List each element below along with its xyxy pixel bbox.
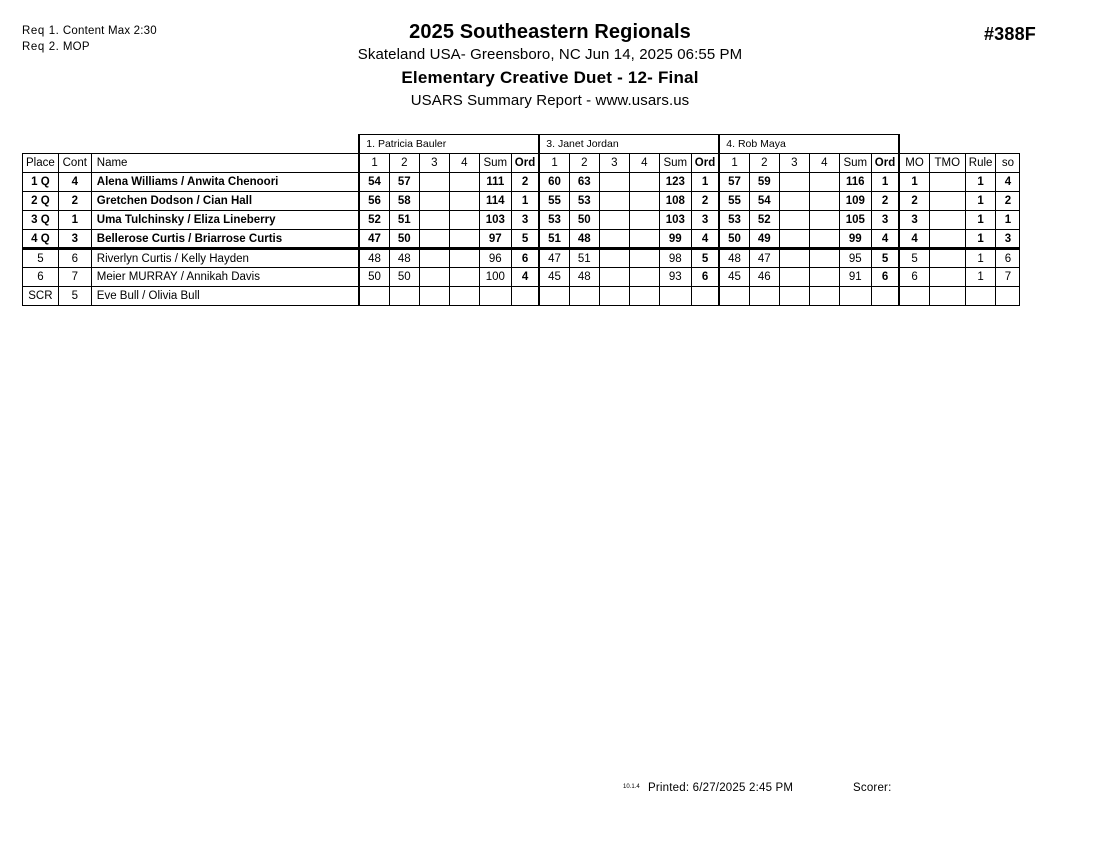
cell-so: 3	[996, 230, 1020, 249]
event-class: Elementary Creative Duet - 12- Final	[401, 68, 699, 87]
col-j1-score-2: 2	[389, 154, 419, 173]
spacer-cell	[996, 135, 1020, 154]
cell-j2-sum: 93	[659, 268, 691, 287]
cell-tmo	[929, 230, 965, 249]
cell-place: 3 Q	[23, 211, 59, 230]
cell-place: 1 Q	[23, 173, 59, 192]
cell-j1-ord: 2	[511, 173, 539, 192]
cell-j3-score-2: 54	[749, 192, 779, 211]
cell-j3-score-3	[779, 268, 809, 287]
cell-name: Gretchen Dodson / Cian Hall	[91, 192, 359, 211]
cell-j2-score-3	[599, 192, 629, 211]
col-j2-score-3: 3	[599, 154, 629, 173]
cell-j2-score-3	[599, 230, 629, 249]
cell-j3-score-3	[779, 230, 809, 249]
cell-j2-score-2: 50	[569, 211, 599, 230]
cell-j2-sum: 108	[659, 192, 691, 211]
cell-j3-sum: 91	[839, 268, 871, 287]
spacer-cell	[91, 135, 359, 154]
cell-j1-score-3	[419, 211, 449, 230]
cell-j2-score-2	[569, 287, 599, 306]
cell-name: Uma Tulchinsky / Eliza Lineberry	[91, 211, 359, 230]
cell-j1-score-3	[419, 173, 449, 192]
cell-j2-score-2: 63	[569, 173, 599, 192]
judge-header-row	[23, 135, 1020, 154]
cell-j3-ord: 6	[871, 268, 899, 287]
cell-j1-sum: 103	[479, 211, 511, 230]
cell-j2-score-2: 53	[569, 192, 599, 211]
cell-j3-score-2: 46	[749, 268, 779, 287]
cell-so: 4	[996, 173, 1020, 192]
col-j1-score-3: 3	[419, 154, 449, 173]
cell-j1-ord: 5	[511, 230, 539, 249]
cell-place: 5	[23, 249, 59, 268]
col-j3-ord: Ord	[871, 154, 899, 173]
cell-cont: 5	[58, 287, 91, 306]
cell-j1-sum	[479, 287, 511, 306]
cell-mo: 4	[899, 230, 929, 249]
cell-j1-ord	[511, 287, 539, 306]
cell-j2-score-3	[599, 268, 629, 287]
cell-j1-score-1: 52	[359, 211, 389, 230]
cell-j2-ord: 1	[691, 173, 719, 192]
cell-j3-score-4	[809, 192, 839, 211]
column-header-row	[23, 154, 1020, 173]
table-row[interactable]	[23, 249, 1020, 268]
col-j3-score-2: 2	[749, 154, 779, 173]
table-row[interactable]	[23, 192, 1020, 211]
header-block	[0, 20, 1100, 112]
cell-j3-sum: 116	[839, 173, 871, 192]
cell-j2-ord: 4	[691, 230, 719, 249]
cell-j2-score-4	[629, 211, 659, 230]
cell-mo: 6	[899, 268, 929, 287]
cell-rule: 1	[965, 268, 996, 287]
cell-mo: 2	[899, 192, 929, 211]
col-j1-score-1: 1	[359, 154, 389, 173]
printed-text: Printed: 6/27/2025 2:45 PM	[648, 782, 794, 794]
col-j2-score-4: 4	[629, 154, 659, 173]
col-j3-score-3: 3	[779, 154, 809, 173]
cell-j1-score-4	[449, 268, 479, 287]
cell-cont: 7	[58, 268, 91, 287]
cell-j1-score-4	[449, 287, 479, 306]
cell-j3-score-4	[809, 249, 839, 268]
cell-j1-ord: 1	[511, 192, 539, 211]
requirement-text: MOP	[62, 41, 90, 53]
spacer-cell	[965, 135, 996, 154]
cell-j1-score-1: 54	[359, 173, 389, 192]
cell-j1-score-1: 56	[359, 192, 389, 211]
cell-cont: 3	[58, 230, 91, 249]
judge-3-header: 4. Rob Maya	[719, 135, 899, 154]
cell-j1-score-2: 48	[389, 249, 419, 268]
cell-place: 2 Q	[23, 192, 59, 211]
cell-j2-score-1: 53	[539, 211, 569, 230]
cell-j1-score-2	[389, 287, 419, 306]
cell-j1-score-2: 50	[389, 268, 419, 287]
col-so: so	[996, 154, 1020, 173]
cell-cont: 4	[58, 173, 91, 192]
cell-j3-sum	[839, 287, 871, 306]
cell-rule: 1	[965, 173, 996, 192]
cell-j2-score-4	[629, 230, 659, 249]
table-row[interactable]	[23, 230, 1020, 249]
cell-j3-score-3	[779, 192, 809, 211]
cell-j2-ord: 2	[691, 192, 719, 211]
cell-j3-score-1: 53	[719, 211, 749, 230]
cell-j2-score-4	[629, 192, 659, 211]
cell-j3-ord	[871, 287, 899, 306]
cell-j1-score-2: 50	[389, 230, 419, 249]
cell-j3-score-4	[809, 230, 839, 249]
judge-1-header: 1. Patricia Bauler	[359, 135, 539, 154]
cell-j3-score-2: 52	[749, 211, 779, 230]
requirement-label: Req 1.	[22, 25, 60, 37]
cell-j1-sum: 114	[479, 192, 511, 211]
venue-line: Skateland USA- Greensboro, NC Jun 14, 2025 06:55 PM	[357, 46, 743, 63]
cell-rule: 1	[965, 211, 996, 230]
cell-j1-sum: 111	[479, 173, 511, 192]
cell-place: 6	[23, 268, 59, 287]
cell-j3-score-4	[809, 287, 839, 306]
cell-j1-score-3	[419, 249, 449, 268]
cell-cont: 2	[58, 192, 91, 211]
col-mo: MO	[899, 154, 929, 173]
col-j3-score-1: 1	[719, 154, 749, 173]
spacer-cell	[58, 135, 91, 154]
cell-j2-score-3	[599, 249, 629, 268]
event-id: #388F	[983, 24, 1036, 44]
cell-j3-score-4	[809, 268, 839, 287]
cell-j2-score-4	[629, 173, 659, 192]
cell-j1-score-3	[419, 287, 449, 306]
cell-mo	[899, 287, 929, 306]
cell-j1-score-4	[449, 230, 479, 249]
cell-so: 2	[996, 192, 1020, 211]
cell-j3-score-2: 59	[749, 173, 779, 192]
cell-j3-score-1: 55	[719, 192, 749, 211]
cell-j2-ord	[691, 287, 719, 306]
cell-j2-score-2: 51	[569, 249, 599, 268]
cell-tmo	[929, 211, 965, 230]
cell-j2-score-4	[629, 268, 659, 287]
cell-rule: 1	[965, 192, 996, 211]
cell-j3-score-1: 48	[719, 249, 749, 268]
cell-j1-score-2: 57	[389, 173, 419, 192]
col-j1-score-4: 4	[449, 154, 479, 173]
cell-tmo	[929, 287, 965, 306]
cell-j2-ord: 6	[691, 268, 719, 287]
cell-j1-score-2: 51	[389, 211, 419, 230]
cell-j1-score-1: 48	[359, 249, 389, 268]
requirement-text: Content Max 2:30	[62, 25, 157, 37]
cell-j2-score-1: 45	[539, 268, 569, 287]
cell-so: 1	[996, 211, 1020, 230]
cell-cont: 6	[58, 249, 91, 268]
cell-j3-ord: 4	[871, 230, 899, 249]
spacer-cell	[899, 135, 929, 154]
cell-j1-score-3	[419, 268, 449, 287]
cell-j1-score-4	[449, 173, 479, 192]
table-row[interactable]	[23, 173, 1020, 192]
cell-j2-score-2: 48	[569, 268, 599, 287]
cell-j1-score-1: 47	[359, 230, 389, 249]
requirement-label: Req 2.	[22, 41, 60, 53]
cell-j3-score-2	[749, 287, 779, 306]
cell-rule: 1	[965, 230, 996, 249]
cell-j1-sum: 96	[479, 249, 511, 268]
cell-j3-ord: 5	[871, 249, 899, 268]
cell-j3-sum: 105	[839, 211, 871, 230]
col-cont: Cont	[58, 154, 91, 173]
cell-place: SCR	[23, 287, 59, 306]
cell-j3-sum: 99	[839, 230, 871, 249]
col-tmo: TMO	[929, 154, 965, 173]
cell-tmo	[929, 249, 965, 268]
col-name: Name	[91, 154, 359, 173]
cell-j3-ord: 1	[871, 173, 899, 192]
cell-j1-score-2: 58	[389, 192, 419, 211]
cell-j1-score-4	[449, 249, 479, 268]
spacer-cell	[929, 135, 965, 154]
cell-j2-ord: 3	[691, 211, 719, 230]
cell-rule: 1	[965, 249, 996, 268]
scorer-label: Scorer:	[853, 782, 892, 794]
table-row[interactable]	[23, 268, 1020, 287]
cell-j2-sum	[659, 287, 691, 306]
cell-name: Bellerose Curtis / Briarrose Curtis	[91, 230, 359, 249]
cell-j2-score-4	[629, 249, 659, 268]
cell-j2-score-3	[599, 173, 629, 192]
cell-j3-score-3	[779, 249, 809, 268]
cell-j2-score-2: 48	[569, 230, 599, 249]
table-row[interactable]	[23, 211, 1020, 230]
cell-place: 4 Q	[23, 230, 59, 249]
cell-mo: 5	[899, 249, 929, 268]
cell-j3-sum: 109	[839, 192, 871, 211]
cell-j3-ord: 3	[871, 211, 899, 230]
cell-j1-score-4	[449, 211, 479, 230]
cell-j2-score-1	[539, 287, 569, 306]
cell-j1-score-3	[419, 192, 449, 211]
cell-j1-sum: 97	[479, 230, 511, 249]
cell-j3-score-4	[809, 173, 839, 192]
cell-rule	[965, 287, 996, 306]
judge-2-header: 3. Janet Jordan	[539, 135, 719, 154]
col-j1-ord: Ord	[511, 154, 539, 173]
cell-j3-score-2: 47	[749, 249, 779, 268]
cell-name: Eve Bull / Olivia Bull	[91, 287, 359, 306]
cell-j2-sum: 123	[659, 173, 691, 192]
col-j2-score-2: 2	[569, 154, 599, 173]
cell-tmo	[929, 173, 965, 192]
cell-j1-score-3	[419, 230, 449, 249]
cell-j2-sum: 103	[659, 211, 691, 230]
cell-so: 6	[996, 249, 1020, 268]
cell-j1-ord: 3	[511, 211, 539, 230]
col-j3-score-4: 4	[809, 154, 839, 173]
spacer-cell	[23, 135, 59, 154]
cell-j2-score-3	[599, 211, 629, 230]
col-j1-sum: Sum	[479, 154, 511, 173]
cell-j1-ord: 6	[511, 249, 539, 268]
cell-j1-score-4	[449, 192, 479, 211]
page-title: 2025 Southeastern Regionals	[409, 21, 691, 43]
cell-j3-score-1: 45	[719, 268, 749, 287]
cell-j3-score-3	[779, 211, 809, 230]
col-rule: Rule	[965, 154, 996, 173]
cell-j1-score-1	[359, 287, 389, 306]
cell-j3-score-1: 50	[719, 230, 749, 249]
cell-j2-score-1: 60	[539, 173, 569, 192]
cell-j3-score-1: 57	[719, 173, 749, 192]
cell-j3-score-1	[719, 287, 749, 306]
cell-name: Meier MURRAY / Annikah Davis	[91, 268, 359, 287]
cell-name: Riverlyn Curtis / Kelly Hayden	[91, 249, 359, 268]
table-row[interactable]	[23, 287, 1020, 306]
cell-j2-sum: 98	[659, 249, 691, 268]
cell-j2-score-1: 55	[539, 192, 569, 211]
cell-j2-ord: 5	[691, 249, 719, 268]
cell-tmo	[929, 268, 965, 287]
cell-j3-sum: 95	[839, 249, 871, 268]
cell-tmo	[929, 192, 965, 211]
cell-j1-ord: 4	[511, 268, 539, 287]
cell-j2-score-1: 47	[539, 249, 569, 268]
cell-j2-score-4	[629, 287, 659, 306]
cell-mo: 3	[899, 211, 929, 230]
cell-j2-score-1: 51	[539, 230, 569, 249]
report-line: USARS Summary Report - www.usars.us	[410, 92, 690, 109]
col-j2-ord: Ord	[691, 154, 719, 173]
cell-j3-score-3	[779, 287, 809, 306]
col-place: Place	[23, 154, 59, 173]
col-j2-score-1: 1	[539, 154, 569, 173]
cell-j3-score-2: 49	[749, 230, 779, 249]
cell-j2-sum: 99	[659, 230, 691, 249]
cell-so: 7	[996, 268, 1020, 287]
version-text: 10.1.4	[623, 784, 640, 790]
cell-j1-sum: 100	[479, 268, 511, 287]
cell-name: Alena Williams / Anwita Chenoori	[91, 173, 359, 192]
cell-cont: 1	[58, 211, 91, 230]
cell-so	[996, 287, 1020, 306]
cell-j2-score-3	[599, 287, 629, 306]
cell-j3-score-3	[779, 173, 809, 192]
cell-j3-ord: 2	[871, 192, 899, 211]
cell-j1-score-1: 50	[359, 268, 389, 287]
col-j3-sum: Sum	[839, 154, 871, 173]
cell-j3-score-4	[809, 211, 839, 230]
results-table	[22, 134, 1020, 306]
cell-mo: 1	[899, 173, 929, 192]
col-j2-sum: Sum	[659, 154, 691, 173]
